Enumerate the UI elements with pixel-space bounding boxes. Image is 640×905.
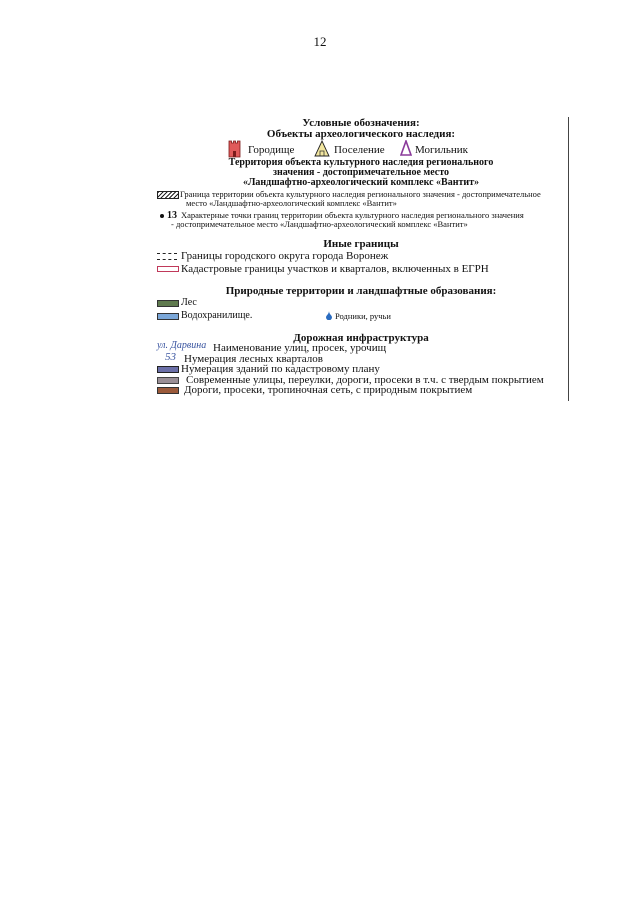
road-heading: Дорожная инфраструктура [293, 332, 429, 344]
points-text-line1: Характерные точки границ территории объекта культурного наследия регионального значения [181, 210, 524, 220]
territory-heading-line1: Территория объекта культурного наследия регионального [228, 157, 494, 168]
archaeology-item-poselenie: Поселение [334, 144, 385, 156]
street-surface-swatch [157, 377, 179, 384]
road-item-streets: Современные улицы, переулки, дороги, просеки в т.ч. с твердым покрытием [186, 374, 544, 386]
territory-heading-line3: «Ландшафтно-археологический комплекс «Вантит» [242, 177, 480, 188]
city-boundary-swatch [157, 253, 177, 260]
archaeology-item-mogilnik: Могильник [415, 144, 469, 156]
nature-item-forest: Лес [181, 297, 197, 308]
other-item-city-boundary: Границы городского округа города Воронеж [181, 250, 389, 262]
page-number: 12 [313, 34, 327, 49]
cadastral-boundary-swatch [157, 266, 179, 272]
forest-quarter-text: Нумерация лесных кварталов [184, 353, 323, 365]
building-number-swatch [157, 366, 179, 373]
street-name-sample: ул. Дарвина [157, 340, 207, 351]
forest-swatch [157, 300, 179, 307]
nature-item-springs: Родники, ручьи [335, 311, 391, 321]
legend-frame-line [568, 117, 569, 401]
dirt-road-swatch [157, 387, 179, 394]
other-item-cadastral: Кадастровые границы участков и кварталов, включенных в ЕГРН [181, 263, 489, 275]
territory-boundary-line1: Граница территории объекта культурного наследия регионального значения - достопримечательное [180, 189, 541, 199]
territory-heading-line2: значения - достопримечательное место [272, 167, 449, 178]
nature-item-reservoir: Водохранилище. [181, 310, 253, 321]
street-name-text: Наименование улиц, просек, урочищ [213, 342, 387, 354]
forest-quarter-sample: 53 [165, 351, 176, 363]
spring-drop-icon [326, 311, 332, 320]
archaeology-item-gorodishche: Городище [248, 144, 295, 156]
road-item-buildings: Нумерация зданий по кадастровому плану [181, 363, 380, 375]
nature-heading: Природные территории и ландшафтные образования: [225, 285, 497, 297]
points-text-line2: - достопримечательное место «Ландшафтно-археологический комплекс «Вантит» [171, 219, 468, 229]
house-icon [314, 140, 330, 157]
road-item-dirt-roads: Дороги, просеки, тропиночная сеть, с природным покрытием [184, 384, 473, 396]
fortress-icon [228, 139, 241, 158]
burial-icon [400, 140, 412, 156]
other-boundaries-heading: Иные границы [323, 238, 399, 250]
archaeology-heading: Объекты археологического наследия: [266, 128, 456, 140]
territory-boundary-line2: место «Ландшафтно-археологический комплекс «Вантит» [186, 198, 397, 208]
point-marker-icon [160, 214, 164, 218]
reservoir-swatch [157, 313, 179, 320]
legend-title: Условные обозначения: [302, 117, 420, 129]
territory-boundary-swatch [157, 191, 179, 199]
points-number: 13 [167, 210, 177, 221]
